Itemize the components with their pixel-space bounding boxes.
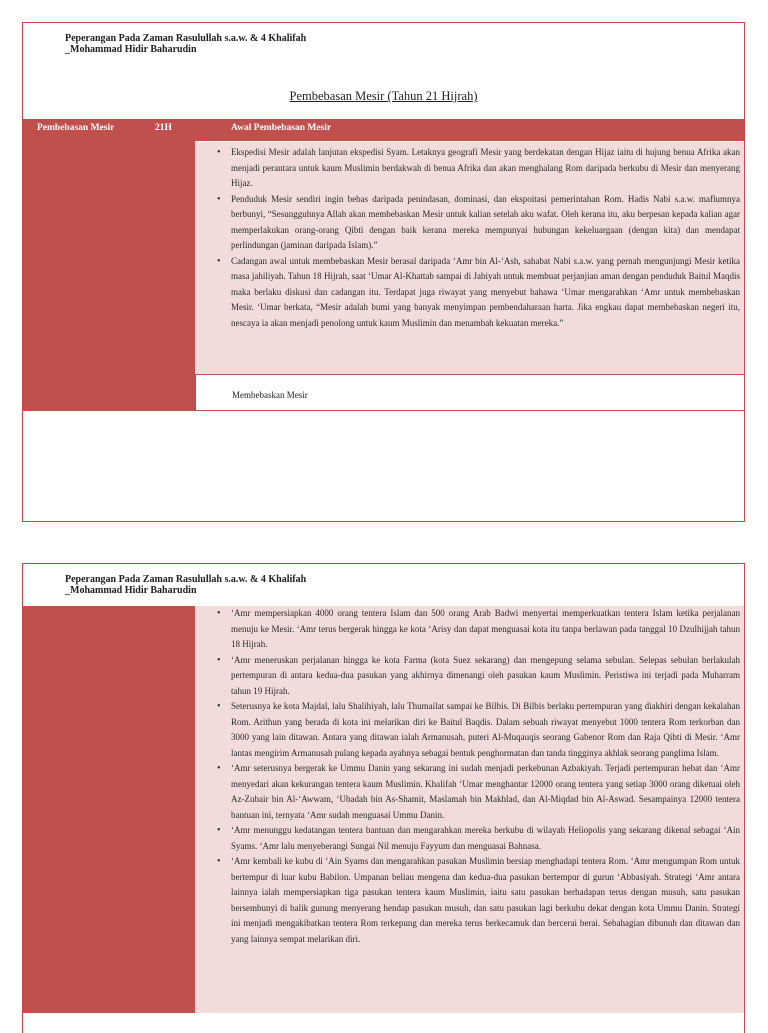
list-item: • ‘Amr meneruskan perjalanan hingga ke kota Farma (kota Suez sekarang) dan mengepung selama sebulan. Selepas sebulan berlakulah pertempuran di antara kedua-dua pasukan yang akhirnya dimenangi oleh pasukan kaum Muslimin. Peristiwa ini terjadi pada Muharram tahun 19 Hijrah. — [231, 653, 740, 700]
table-subrow — [195, 374, 744, 411]
table-header-year: 21H — [155, 123, 172, 133]
list-item: • Seterusnya ke kota Majdal, lalu Shalihiyah, lalu Thumailat sampai ke Bilbis. Di Bilbis berlaku pertempuran yang diakhiri dengan kekalahan Rom. Arithun yang berada di kota ini melarikan diri ke Baitul Baqdis. Dalam sebuah riwayat menyebut 1000 tentera Rom terkorban dan 3000 yang lain ditawan. Antara yang ditawan ialah Armanusah, puteri Al-Muqauqis seorang Gabenor Rom dan Raja Qibti di Mesir. ‘Amr lantas mengirim Armanusah pulang kepada ayahnya sebagai bentuk penghormatan dan tanda tingginya akhlak seorang panglima Islam. — [231, 699, 740, 761]
document-page-1 — [22, 22, 745, 522]
table-header-row — [23, 119, 744, 141]
bullet-list — [195, 145, 744, 331]
list-item: • Penduduk Mesir sendiri ingin bebas daripada penindasan, dominasi, dan ekspoitasi pemerintahan Rom. Hadis Nabi s.a.w. maflumnya berbunyi, “Sesungguhnya Allah akan membebaskan Mesir untuk kalian setelah aku wafat. Oleh kerana itu, aku berpesan kepada kalian agar memperlakukan orang-orang Qibti dengan baik kerana mereka mempunyai hubungan kekeluargaan (dengan kita) dan mendapat perlindungan (jaminan daripada Islam).” — [231, 192, 740, 254]
header-title: Peperangan Pada Zaman Rasulullah s.a.w. & 4 Khalifah — [65, 574, 307, 585]
page-header — [65, 33, 306, 55]
subrow-label: Membebaskan Mesir — [232, 390, 308, 400]
bullet-list — [195, 606, 744, 947]
table-content-cell — [195, 606, 744, 1013]
table-left-column — [23, 141, 195, 411]
table-content-cell — [195, 141, 744, 374]
list-item: • ‘Amr menunggu kedatangan tentera bantuan dan mengarahkan mereka berkubu di wilayah Heliopolis yang sekarang dikenal sebagai ‘Ain Syams. ‘Amr lalu menyeberangi Sungai Nil menuju Fayyum dan menguasai Bahnasa. — [231, 823, 740, 854]
list-item: • Ekspedisi Mesir adalah lanjutan ekspedisi Syam. Letaknya geografi Mesir yang berdekatan dengan Hijaz iaitu di hujung benua Afrika akan menjadi perantara untuk kaum Muslimin berdakwah di benua Afrika dan akan menghalang Rom daripada berkubu di Mesir dan menyerang Hijaz. — [231, 145, 740, 192]
list-item: • Cadangan awal untuk membebaskan Mesir berasal daripada ‘Amr bin Al-‘Ash, sahabat Nabi s.a.w. yang pernah mengunjungi Mesir ketika masa jahiliyah. Tahun 18 Hijrah, saat ‘Umar Al-Khattab sampai di Jabiyah untuk membuat perjanjian aman dengan penduduk Baitul Maqdis maka berlaku diskusi dan cadangan itu. Terdapat juga riwayat yang menyebut bahawa ‘Umar mengarahkan ‘Amr untuk membebaskan Mesir. ‘Umar berkata, “Mesir adalah bumi yang banyak menyimpan pembendaharaan harta. Jika engkau dapat membebaskan negeri itu, nescaya ia akan menjadi penolong untuk kaum Muslimin dan menambah kekuatan mereka.” — [231, 254, 740, 332]
table-header-subtopic: Awal Pembebasan Mesir — [231, 123, 332, 133]
list-item: • ‘Amr seterusnya bergerak ke Ummu Danin yang sekarang ini sudah menjadi perkebunan Azbakiyah. Terjadi pertempuran hebat dan ‘Amr menyedari akan kekurangan tentera kaum Muslimin. Khalifah ‘Umar menghantar 12000 orang tentera yang setiap 3000 orang diketuai oleh Az-Zubair bin Al-‘Awwam, ‘Ubadah bin As-Shamit, Maslamah bin Makhlad, dan Al-Miqdad bin Al-Aswad. Sesampainya 12000 tentera bantuan ini, ternyata ‘Amr sudah menguasai Ummu Danin. — [231, 761, 740, 823]
document-page-2 — [22, 563, 745, 1033]
header-title: Peperangan Pada Zaman Rasulullah s.a.w. & 4 Khalifah — [65, 33, 307, 44]
list-item: • ‘Amr kembali ke kubu di ‘Ain Syams dan mengarahkan pasukan Muslimin bersiap menghadapi tentera Rom. ‘Amr mengumpan Rom untuk bertempur di luar kubu Babilon. Umpanan beliau mengena dan kedua-dua pasukan bertempur di gurun ‘Abbasiyah. Strategi ‘Amr antara lainnya ialah mempersiapkan tiga pasukan tentera kaum Muslimin, iaitu satu pasukan berhadapan terus dengan musuh, satu pasukan bersembunyi di balik gunung menyerang hendap pasukan musuh, dan satu pasukan lagi berkubu dekat dengan kota Ummu Danin. Strategi ini menjadi mengakibatkan tentera Rom terkepung dan mereka terus berkecamuk dan bercerai berai. Sebahagian dibunuh dan ditawan dan yang lainnya sempat melarikan diri. — [231, 854, 740, 947]
table-left-column — [23, 606, 195, 1013]
page-header — [65, 574, 306, 596]
list-item: • ‘Amr mempersiapkan 4000 orang tentera Islam dan 500 orang Arab Badwi menyertai memperkuatkan tentera Islam ketika perjalanan menuju ke Mesir. ‘Amr terus bergerak hingga ke kota ‘Arisy dan dapat menguasai kota itu tanpa berlawan pada tanggal 10 Dzulhijjah tahun 18 Hijrah. — [231, 606, 740, 653]
table-header-topic: Pembebasan Mesir — [37, 123, 115, 133]
section-title: Pembebasan Mesir (Tahun 21 Hijrah) — [289, 89, 478, 103]
header-author: _Mohammad Hidir Baharudin — [65, 44, 197, 55]
header-author: _Mohammad Hidir Baharudin — [65, 585, 197, 596]
